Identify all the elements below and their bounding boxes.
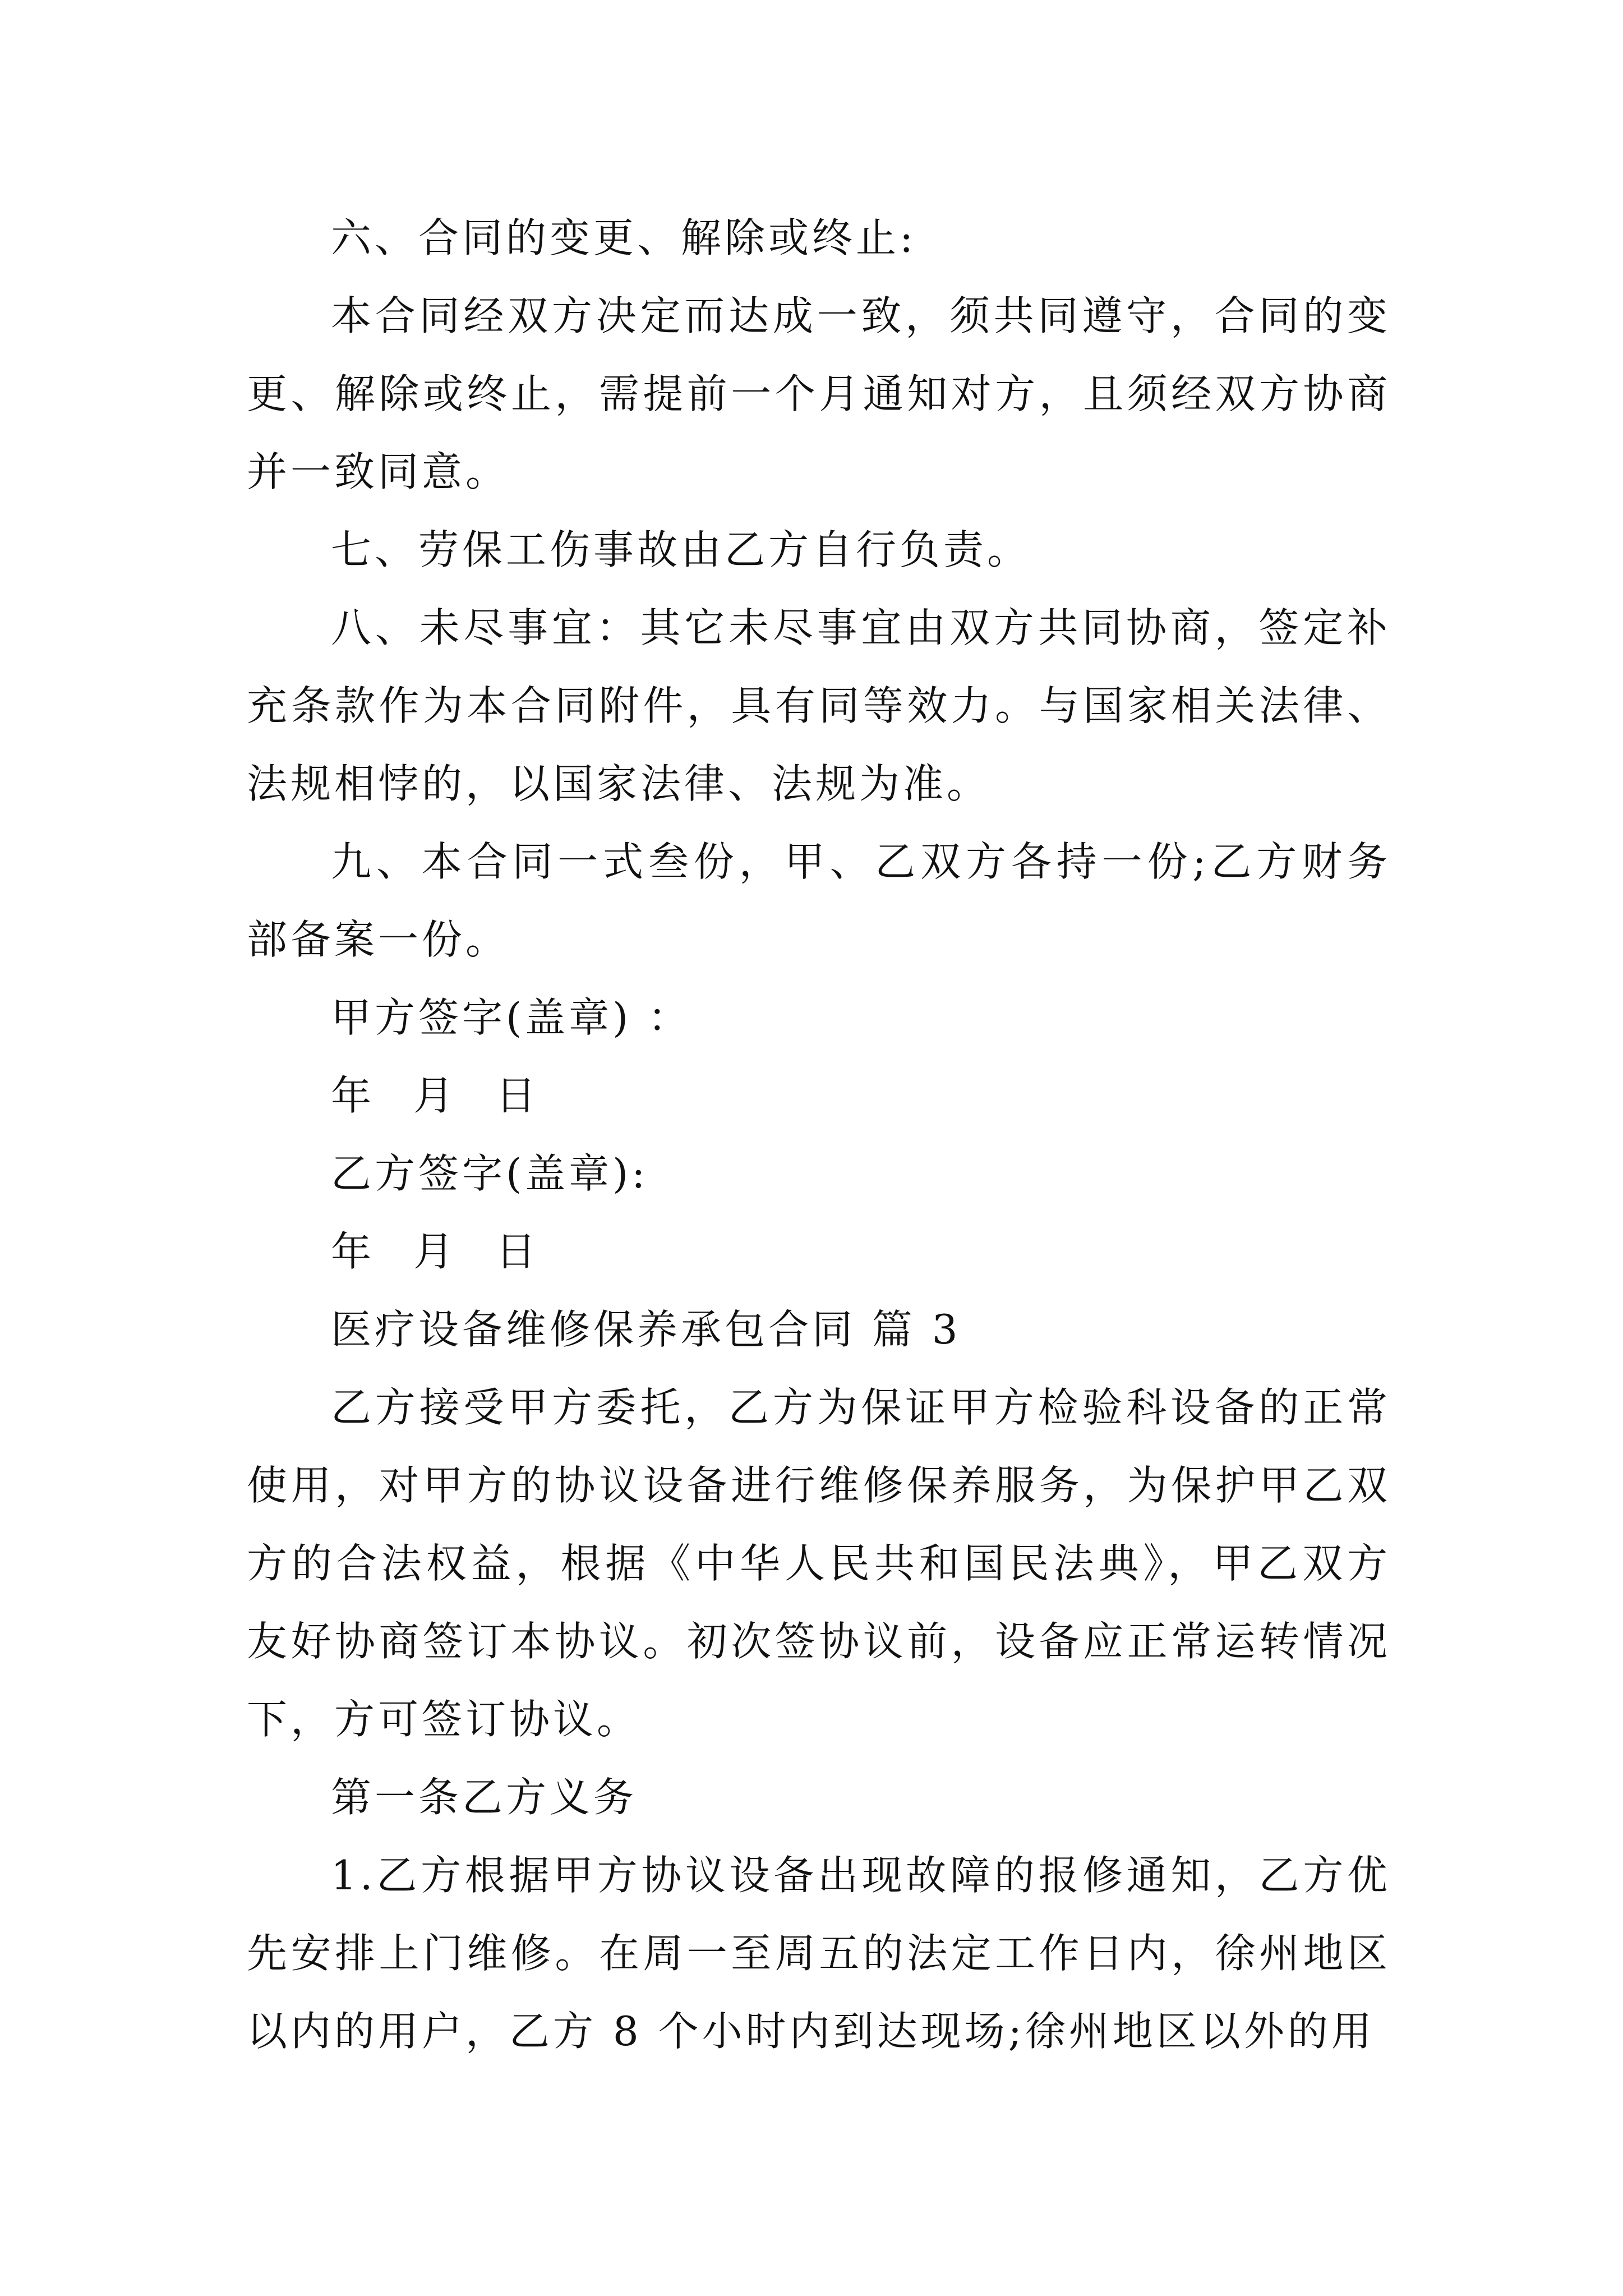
party-b-signature: 乙方签字(盖章): xyxy=(331,1150,649,1197)
party-a-signature: 甲方签字(盖章) ： xyxy=(331,994,692,1041)
section-eight: 八、未尽事宜：其它未尽事宜由双方共同协商，签定补充条款作为本合同附件，具有同等效力。与国家相关法律、法规相悖的，以国家法律、法规为准。 xyxy=(247,604,1391,807)
document-body xyxy=(247,199,1391,2070)
contract-title: 医疗设备维修保养承包合同 篇 3 xyxy=(331,1306,961,1353)
section-nine: 九、本合同一式叁份，甲、乙双方各持一份;乙方财务部备案一份。 xyxy=(247,838,1391,963)
party-b-date: 年 月 日 xyxy=(331,1228,540,1275)
article-one-item-one: 1.乙方根据甲方协议设备出现故障的报修通知，乙方优先安排上门维修。在周一至周五的法定工作日内，徐州地区以内的用户，乙方 8 个小时内到达现场;徐州地区以外的用 xyxy=(247,1852,1391,2055)
article-one-heading: 第一条乙方义务 xyxy=(331,1774,638,1821)
section-seven: 七、劳保工伤事故由乙方自行负责。 xyxy=(331,526,1031,573)
contract-intro: 乙方接受甲方委托，乙方为保证甲方检验科设备的正常使用，对甲方的协议设备进行维修保养服务，为保护甲乙双方的合法权益，根据《中华人民共和国民法典》，甲乙双方友好协商签订本协议。初次签协议前，设备应正常运转情况下，方可签订协议。 xyxy=(247,1384,1391,1743)
party-a-date: 年 月 日 xyxy=(331,1072,540,1119)
section-six-body: 本合同经双方决定而达成一致，须共同遵守，合同的变更、解除或终止，需提前一个月通知对方，且须经双方协商并一致同意。 xyxy=(247,292,1391,495)
section-six-heading: 六、合同的变更、解除或终止: xyxy=(331,214,917,261)
